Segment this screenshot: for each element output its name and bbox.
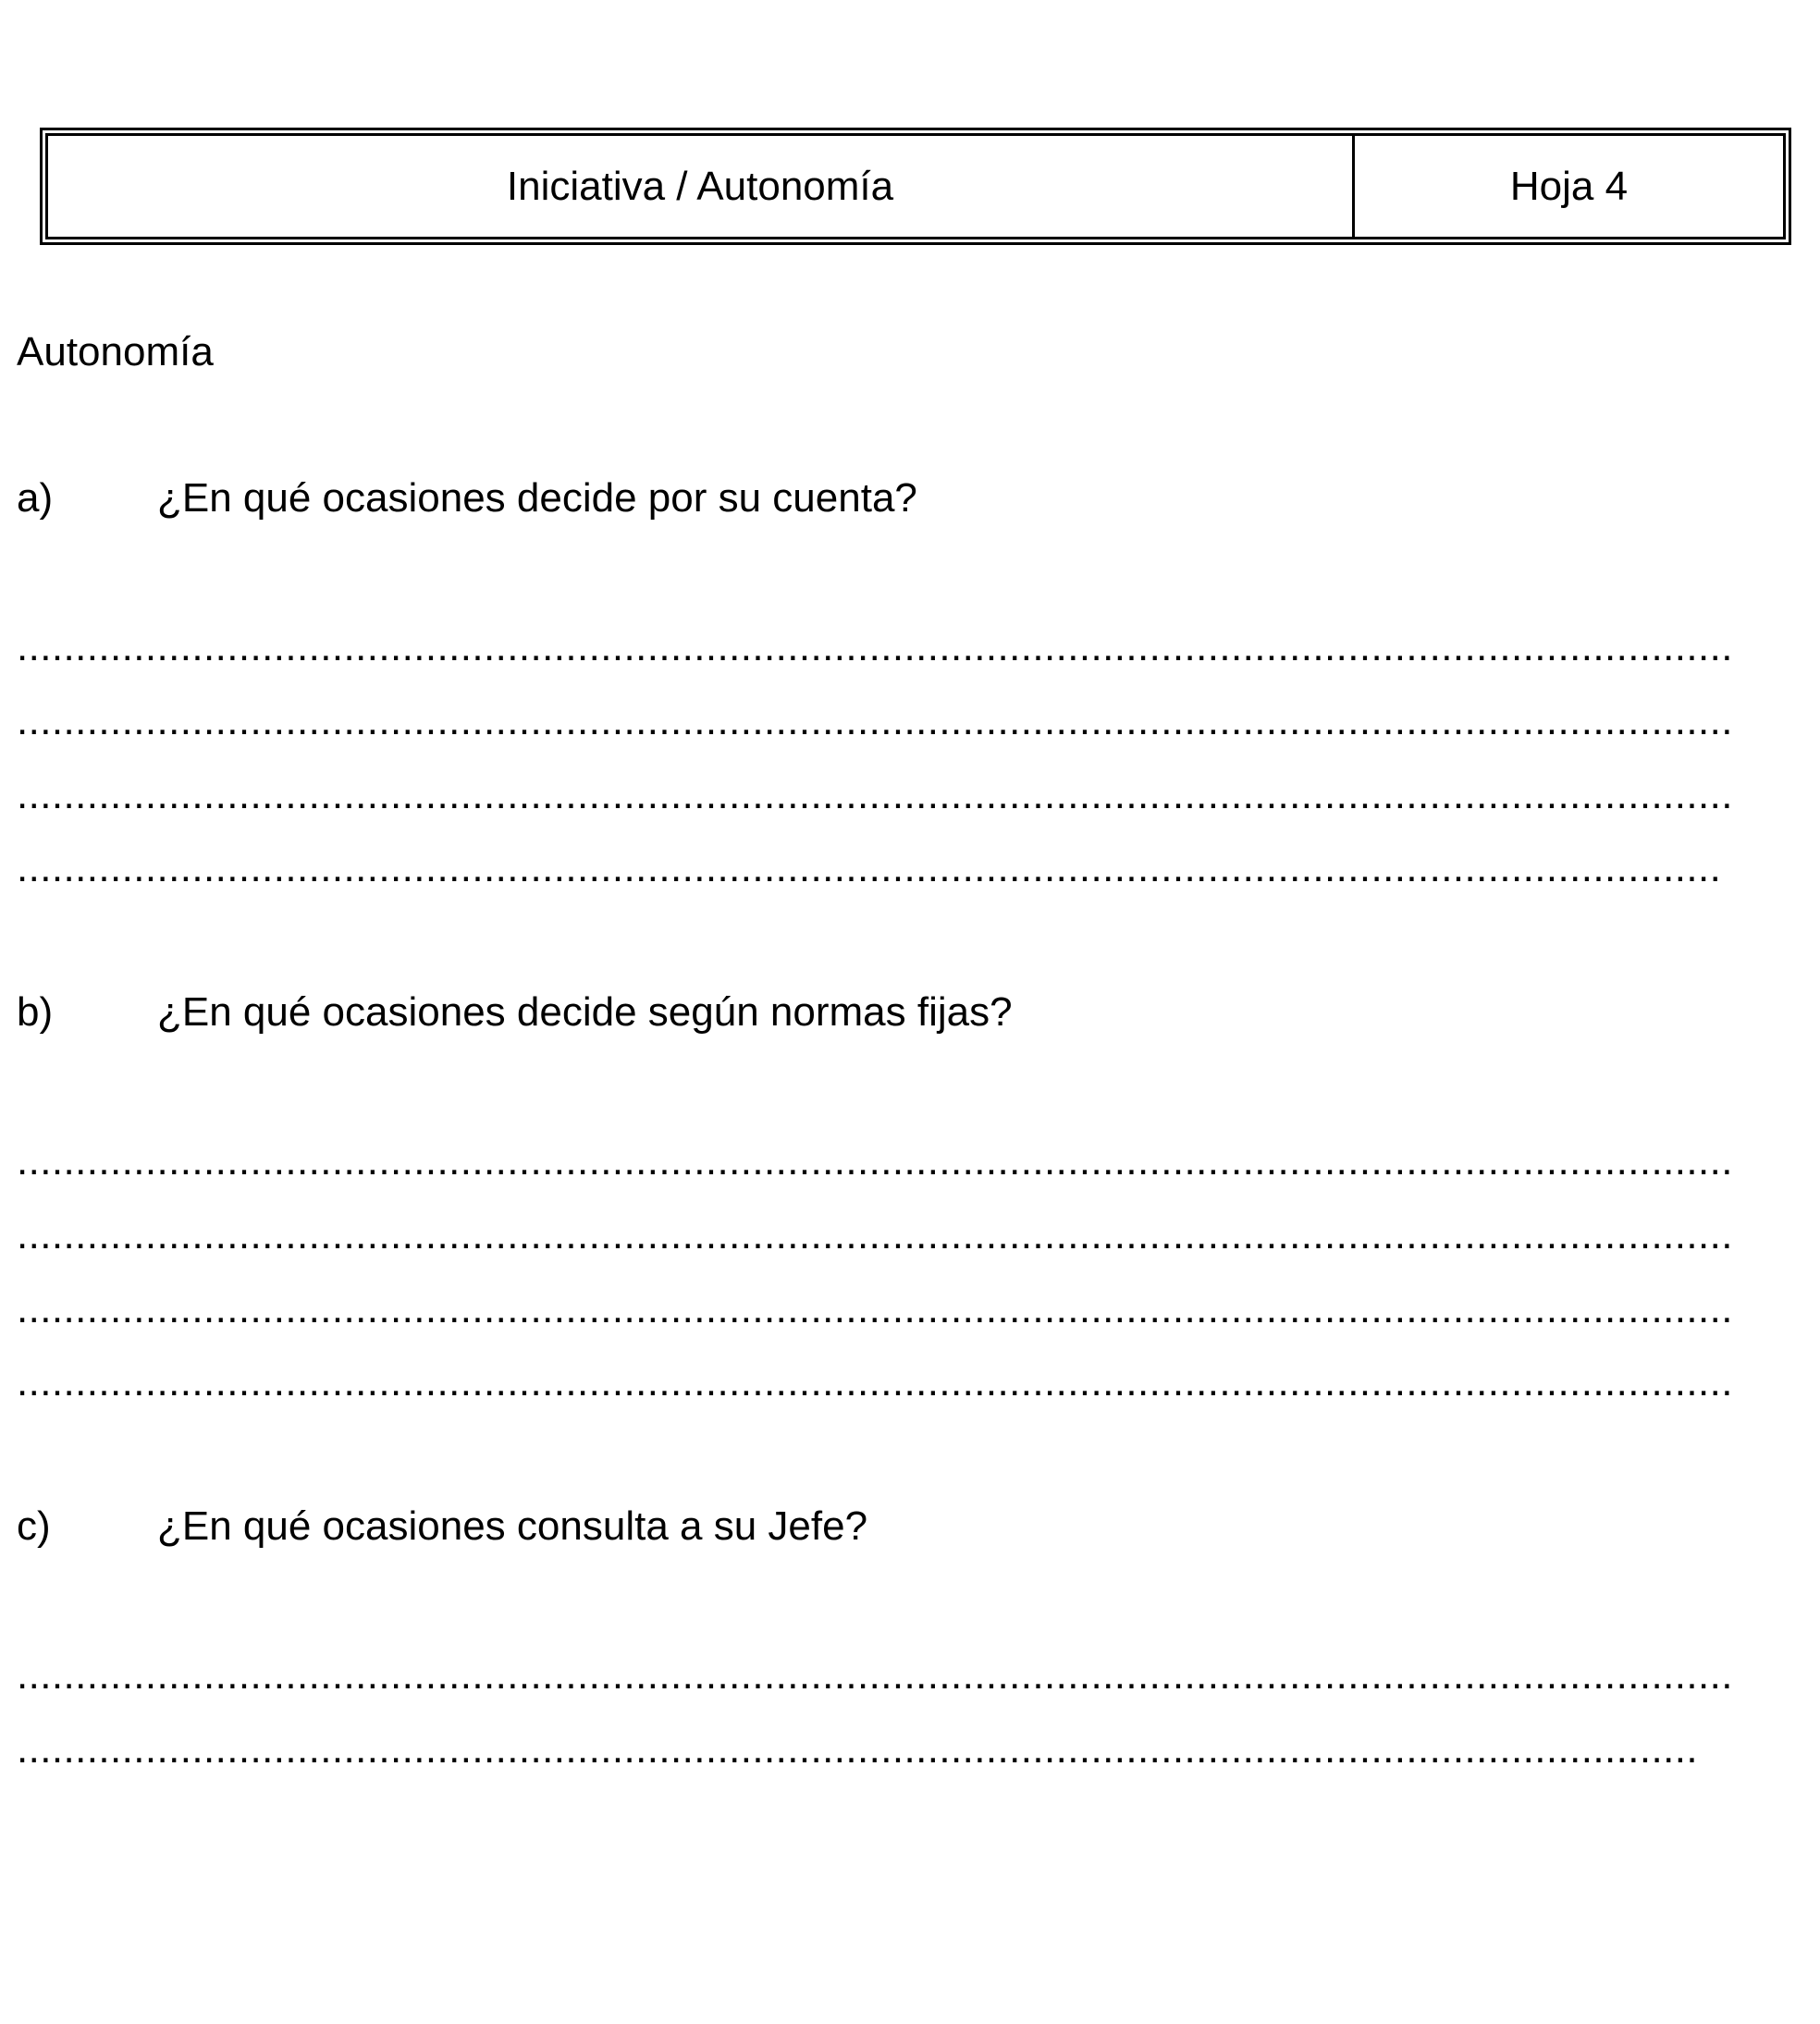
answer-line[interactable]: ................................................................................................................................................... [17, 1359, 1733, 1405]
header-row [48, 136, 1783, 237]
header-table [40, 128, 1791, 245]
question-text: ¿En qué ocasiones decide por su cuenta? [157, 475, 917, 521]
answer-line[interactable]: ................................................................................................................................................ [17, 1726, 1698, 1772]
answer-line[interactable]: .................................................................................................................................................. [17, 845, 1722, 890]
question-letter: a) [17, 475, 54, 521]
answer-line[interactable]: ................................................................................................................................................... [17, 1286, 1733, 1331]
sheet-number: Hoja 4 [1509, 163, 1629, 209]
question-text: ¿En qué ocasiones decide según normas fijas? [157, 989, 1013, 1035]
answer-line[interactable]: ................................................................................................................................................... [17, 624, 1733, 669]
question-letter: c) [17, 1503, 51, 1549]
question-b [17, 989, 1013, 1036]
question-letter: b) [17, 989, 54, 1035]
header-title: Iniciativa / Autonomía [48, 136, 1355, 237]
answer-line[interactable]: ................................................................................................................................................... [17, 1212, 1733, 1257]
answer-line[interactable]: ................................................................................................................................................... [17, 772, 1733, 817]
answer-line[interactable]: ................................................................................................................................................... [17, 1138, 1733, 1184]
question-a [17, 475, 917, 521]
section-title: Autonomía [17, 329, 214, 374]
answer-line[interactable]: ................................................................................................................................................... [17, 698, 1733, 743]
answer-line[interactable]: ................................................................................................................................................... [17, 1652, 1733, 1698]
question-c [17, 1503, 867, 1550]
question-text: ¿En qué ocasiones consulta a su Jefe? [157, 1503, 868, 1549]
